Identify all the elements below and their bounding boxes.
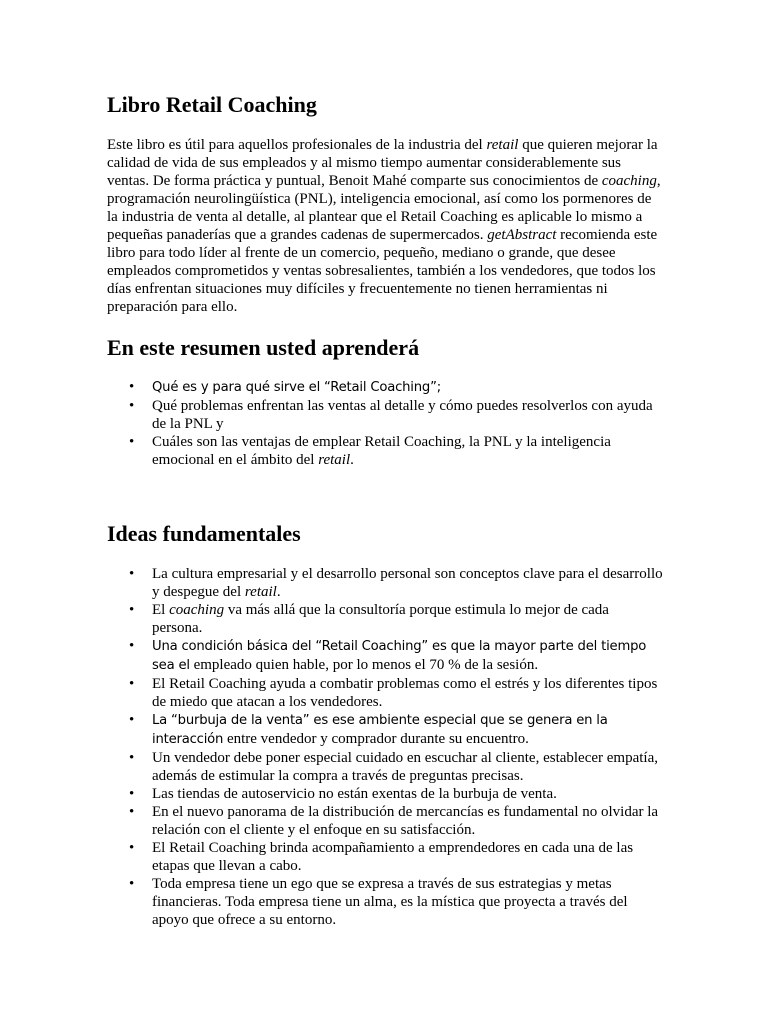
- list-item: [107, 785, 663, 803]
- learn-item-text-end: .: [350, 452, 354, 468]
- idea-item-text: La “burbuja de la venta” es ese ambiente especial que se genera en la interacción: [152, 713, 608, 747]
- learn-item-text: Cuáles son las ventajas de emplear Retail Coaching, la PNL y la inteligencia emocional en el ámbito del: [152, 434, 611, 468]
- list-item: [107, 749, 663, 785]
- intro-text-4: recomienda este libro para todo líder al frente de un comercio, pequeño, mediano o grande, que desee empleados comprometidos y ventas sobresalientes, también a los vendedores, que todos los días enfrentan situaciones muy difíciles y frecuentemente no tienen herramientas ni preparación para ello.: [107, 227, 658, 315]
- bullet-icon: •: [129, 786, 135, 802]
- idea-item-text-end: va más allá que la consultoría porque estimula lo mejor de cada persona.: [152, 602, 609, 636]
- idea-item-text: Una condición básica del “Retail Coaching” es que la mayor parte del tiempo sea el: [152, 639, 647, 673]
- idea-item-text: El: [152, 602, 170, 618]
- idea-item-em: retail: [244, 584, 277, 600]
- ideas-list: [107, 565, 663, 929]
- list-item: [107, 675, 663, 711]
- list-item: [107, 711, 663, 749]
- idea-item-text: En el nuevo panorama de la distribución de mercancías es fundamental no olvidar la relación con el cliente y el enfoque en su satisfacción.: [152, 804, 659, 838]
- list-item: [107, 637, 663, 675]
- learn-item-text: Qué es y para qué sirve el “Retail Coaching”;: [152, 380, 441, 395]
- bullet-icon: •: [129, 638, 135, 654]
- learn-heading: En este resumen usted aprenderá: [107, 335, 420, 360]
- document-title: Libro Retail Coaching: [107, 92, 317, 117]
- bullet-icon: •: [129, 434, 135, 450]
- intro-text-1: Este libro es útil para aquellos profesionales de la industria del: [107, 137, 487, 153]
- bullet-icon: •: [129, 712, 135, 728]
- learn-item-text: Qué problemas enfrentan las ventas al detalle y cómo puedes resolverlos con ayuda de la PNL y: [152, 398, 653, 432]
- ideas-heading: Ideas fundamentales: [107, 521, 301, 546]
- bullet-icon: •: [129, 566, 135, 582]
- idea-item-em: coaching: [169, 602, 225, 618]
- idea-item-text: La cultura empresarial y el desarrollo personal son conceptos clave para el desarrollo y despegue del: [152, 566, 663, 600]
- idea-item-text: El Retail Coaching ayuda a combatir problemas como el estrés y los diferentes tipos de miedo que atacan a los vendedores.: [152, 676, 658, 710]
- idea-item-text: Las tiendas de autoservicio no están exentas de la burbuja de venta.: [152, 786, 557, 802]
- idea-item-text-end: .: [276, 584, 281, 600]
- intro-em-coaching: coaching: [601, 173, 657, 189]
- list-item: [107, 875, 663, 929]
- list-item: [107, 601, 663, 637]
- bullet-icon: •: [129, 676, 135, 692]
- list-item: [107, 378, 663, 397]
- intro-em-retail: retail: [486, 137, 519, 153]
- idea-item-text-end: entre vendedor y comprador durante su encuentro.: [223, 731, 529, 747]
- idea-item-text: Toda empresa tiene un ego que se expresa a través de sus estrategias y metas financieras. Toda empresa tiene un alma, es la mística que proyecta a través del apoyo que ofrece a su entorno.: [152, 876, 628, 928]
- learn-list: [107, 378, 663, 469]
- intro-em-getabstract: getAbstract: [487, 227, 557, 243]
- learn-item-em: retail: [318, 452, 351, 468]
- bullet-icon: •: [129, 876, 135, 892]
- bullet-icon: •: [129, 379, 135, 395]
- idea-item-text: Un vendedor debe poner especial cuidado en escuchar al cliente, establecer empatía, además de estimular la compra a través de preguntas precisas.: [152, 750, 659, 784]
- idea-item-text-end: empleado quien hable, por lo menos el 70 % de la sesión.: [189, 657, 539, 673]
- intro-paragraph: [107, 136, 663, 316]
- idea-item-text: El Retail Coaching brinda acompañamiento a emprendedores en cada una de las etapas que llevan a cabo.: [152, 840, 634, 874]
- list-item: [107, 433, 663, 469]
- intro-text-2: que quieren mejorar la calidad de vida de sus empleados y al mismo tiempo aumentar considerablemente sus ventas. De forma práctica y puntual, Benoit Mahé comparte sus conocimientos de: [107, 137, 658, 189]
- list-item: [107, 397, 663, 433]
- bullet-icon: •: [129, 840, 135, 856]
- bullet-icon: •: [129, 750, 135, 766]
- bullet-icon: •: [129, 602, 135, 618]
- list-item: [107, 839, 663, 875]
- bullet-icon: •: [129, 804, 135, 820]
- list-item: [107, 803, 663, 839]
- intro-text-3: , programación neurolingüística (PNL), inteligencia emocional, así como los pormenores de la industria de venta al detalle, al plantear que el Retail Coaching es aplicable lo mismo a pequeñas panaderías que a grandes cadenas de supermercados.: [107, 173, 661, 243]
- bullet-icon: •: [129, 398, 135, 414]
- list-item: [107, 565, 663, 601]
